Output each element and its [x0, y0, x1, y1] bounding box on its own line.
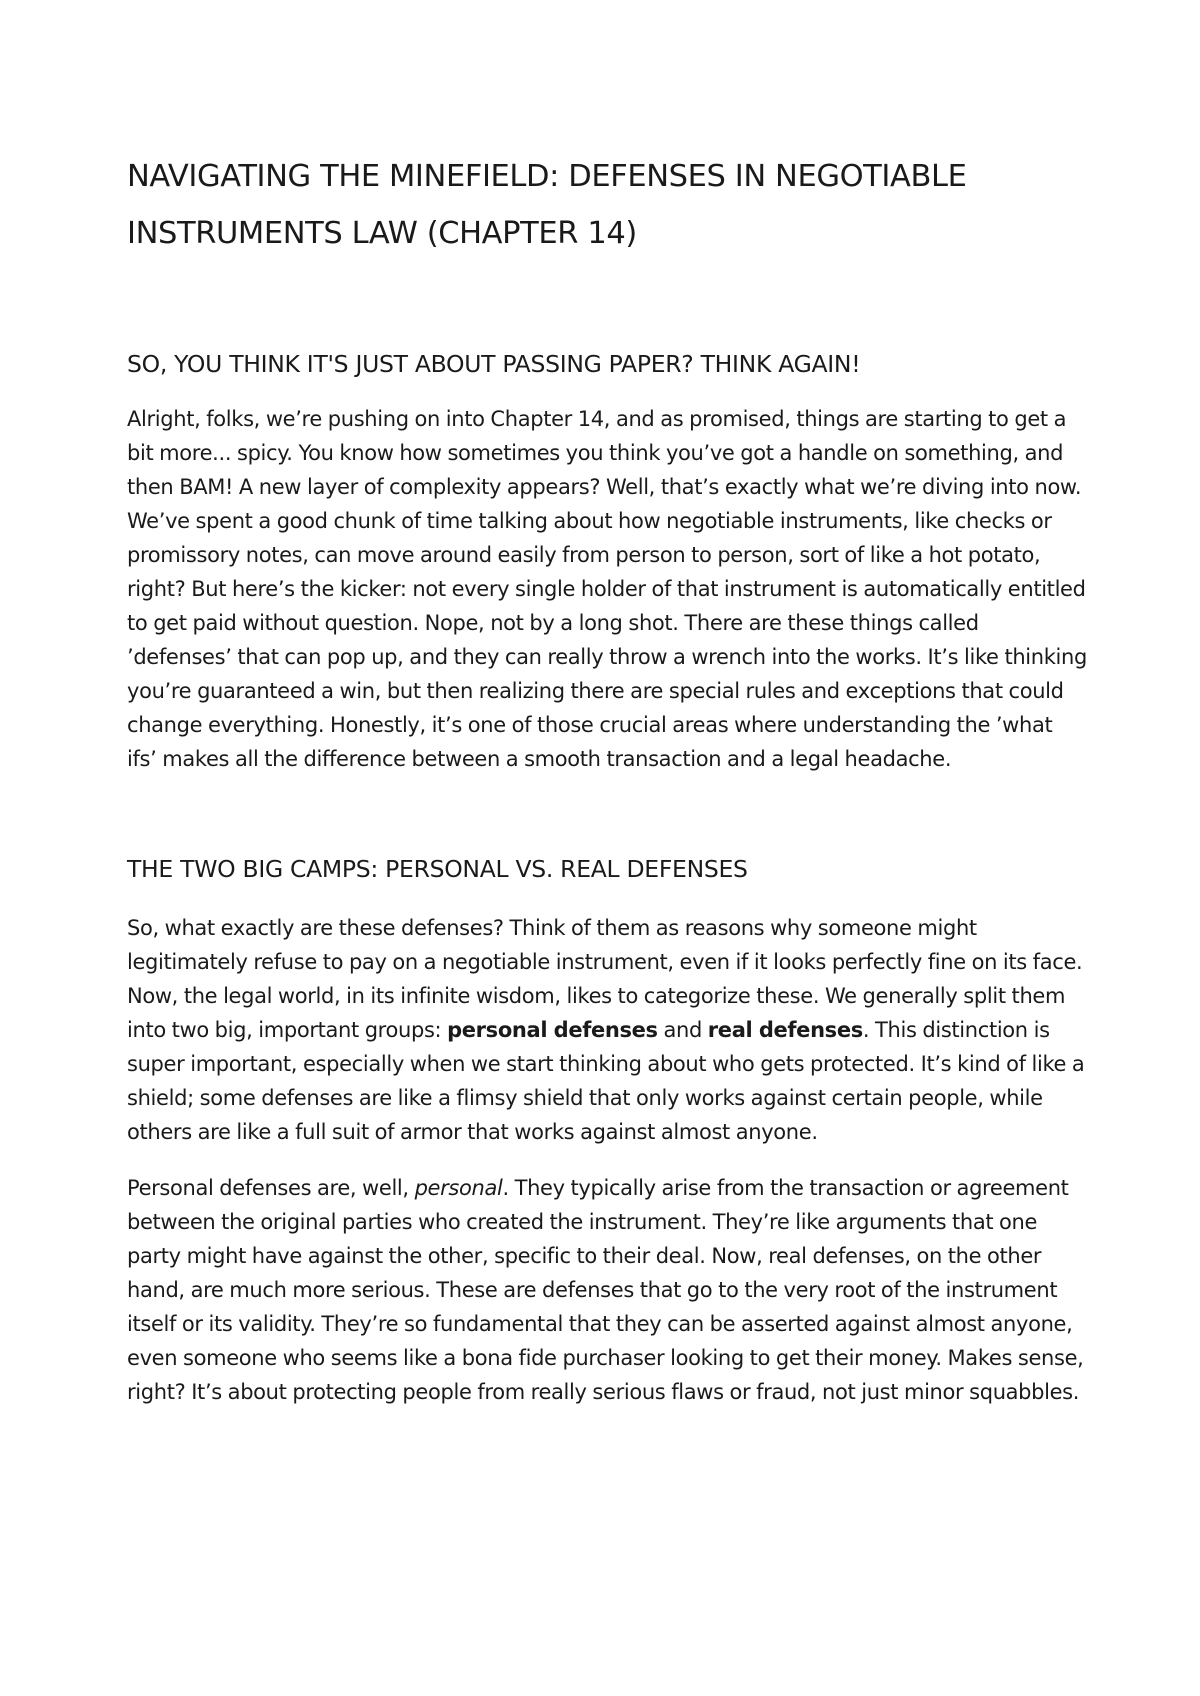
term-real-defenses: real defenses [707, 1018, 863, 1042]
defenses-overview-paragraph [127, 911, 1087, 1149]
paragraph-text: So, what exactly are these defenses? Think of them as reasons why someone might legitimately refuse to pay on a negotiable instrument, even if it looks perfectly fine on its face. Now, the legal world, in its infinite wisdom, likes to categorize these. We generally split them into two big, important groups: [127, 916, 1083, 1042]
intro-paragraph: Alright, folks, we’re pushing on into Chapter 14, and as promised, things are starting to get a bit more... spicy. You know how sometimes you think you’ve got a handle on something, and then BAM! A new layer of complexity appears? Well, that’s exactly what we’re diving into now. We’ve spent a good chunk of time talking about how negotiable instruments, like checks or promissory notes, can move around easily from person to person, sort of like a hot potato, right? But here’s the kicker: not every single holder of that instrument is automatically entitled to get paid without question. Nope, not by a long shot. There are these things called ’defenses’ that can pop up, and they can really throw a wrench into the works. It’s like thinking you’re guaranteed a win, but then realizing there are special rules and exceptions that could change everything. Honestly, it’s one of those crucial areas where understanding the ’what ifs’ makes all the difference between a smooth transaction and a legal headache. [127, 407, 1087, 771]
section-heading-passing-paper: SO, YOU THINK IT'S JUST ABOUT PASSING PAPER? THINK AGAIN! [127, 350, 861, 378]
document-page [127, 148, 1087, 1409]
section-heading-two-camps: THE TWO BIG CAMPS: PERSONAL VS. REAL DEFENSES [127, 855, 748, 883]
paragraph-text: and [657, 1018, 708, 1042]
paragraph-text: . This distinction is super important, especially when we start thinking about who gets protected. It’s kind of like a shield; some defenses are like a flimsy shield that only works against certain people, while others are like a full suit of armor that works against almost anyone. [127, 1018, 1085, 1144]
paragraph-text: Personal defenses are, well, [127, 1176, 415, 1200]
paragraph-text: . They typically arise from the transaction or agreement between the original parties who created the instrument. They’re like arguments that one party might have against the other, specific to their deal. Now, real defenses, on the other hand, are much more serious. These are defenses that go to the very root of the instrument itself or its validity. They’re so fundamental that they can be asserted against almost anyone, even someone who seems like a bona fide purchaser looking to get their money. Makes sense, right? It’s about protecting people from really serious flaws or fraud, not just minor squabbles. [127, 1176, 1084, 1404]
personal-vs-real-paragraph [127, 1171, 1087, 1409]
document-title: NAVIGATING THE MINEFIELD: DEFENSES IN NEGOTIABLE INSTRUMENTS LAW (CHAPTER 14) [127, 159, 967, 251]
term-personal-defenses: personal defenses [447, 1018, 658, 1042]
emphasis-personal: personal [414, 1176, 503, 1200]
